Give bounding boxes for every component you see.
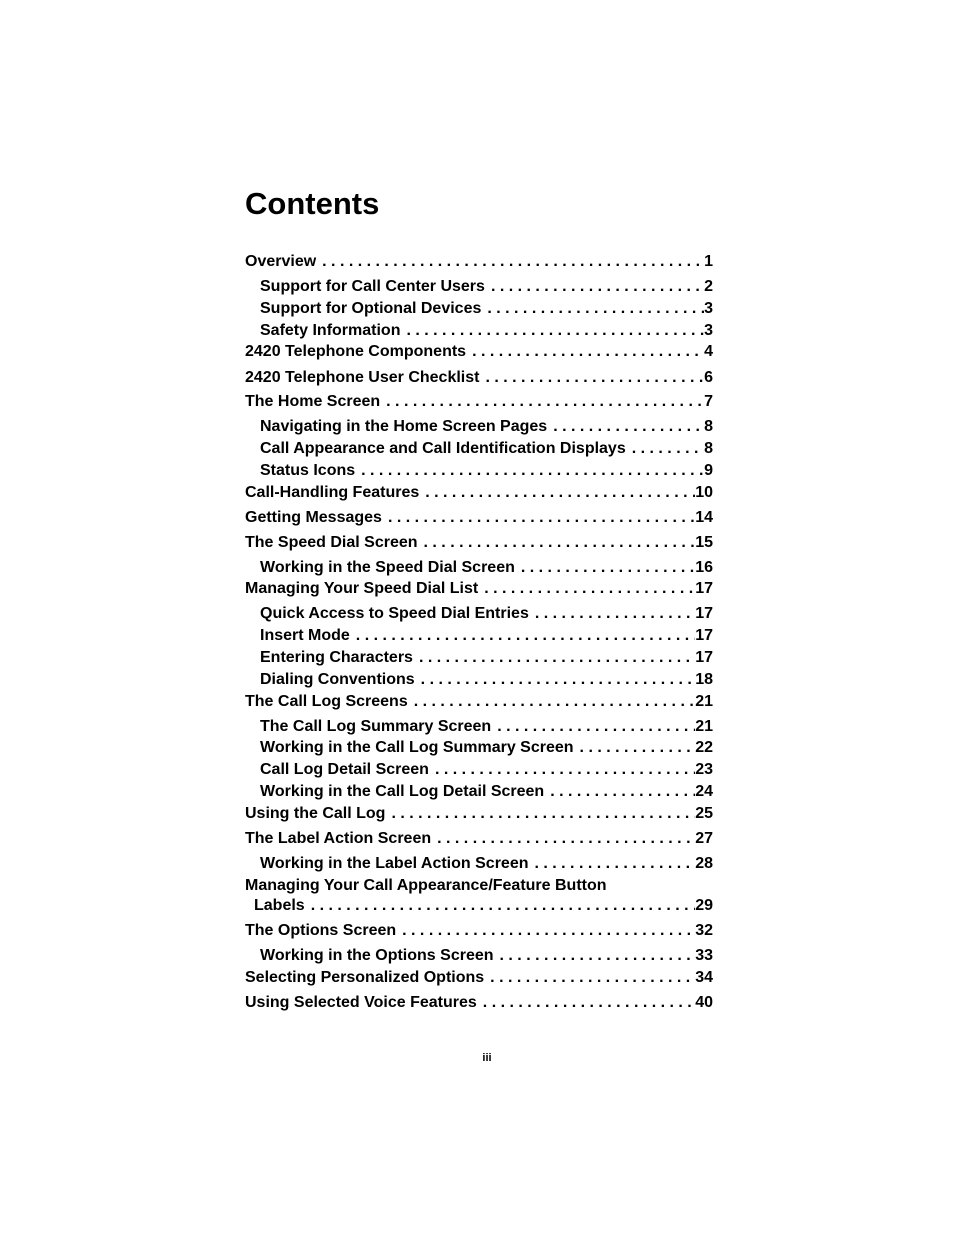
- toc-entry-page: 17: [695, 649, 713, 666]
- toc-entry-page: 14: [695, 509, 713, 526]
- dot-leader: [385, 804, 695, 824]
- dot-leader: [478, 579, 695, 599]
- dot-leader: [466, 342, 704, 362]
- toc-entry-title: Call Log Detail Screen: [260, 761, 429, 778]
- dot-leader: [626, 439, 704, 459]
- dot-leader: [484, 968, 695, 988]
- toc-entry[interactable]: [245, 760, 713, 780]
- dot-leader: [413, 648, 695, 668]
- toc-entry-title: Dialing Conventions: [260, 671, 415, 688]
- toc-entry-title: The Label Action Screen: [245, 830, 432, 847]
- dot-leader: [574, 738, 696, 758]
- toc-entry-page: 17: [695, 605, 713, 622]
- toc-entry[interactable]: [245, 252, 713, 272]
- dot-leader: [316, 252, 704, 272]
- toc-entry-title: Call Appearance and Call Identification Displays: [260, 440, 626, 457]
- toc-entry-title-line2: Labels: [254, 897, 305, 914]
- toc-entry-title: Working in the Label Action Screen: [260, 855, 529, 872]
- toc-entry[interactable]: [245, 461, 713, 481]
- toc-entry-page: 8: [704, 440, 713, 457]
- toc-entry-page: 32: [695, 922, 713, 939]
- dot-leader: [431, 829, 695, 849]
- toc-entry-title: Managing Your Speed Dial List: [245, 580, 479, 597]
- toc-entry-title: The Speed Dial Screen: [245, 534, 418, 551]
- dot-leader: [382, 508, 695, 528]
- toc-entry[interactable]: [245, 604, 713, 624]
- toc-entry[interactable]: [245, 508, 713, 528]
- toc-entry[interactable]: [245, 921, 713, 941]
- toc-entry[interactable]: [245, 670, 713, 690]
- toc-entry[interactable]: [245, 993, 713, 1013]
- toc-entry[interactable]: [245, 946, 713, 966]
- dot-leader: [481, 299, 704, 319]
- toc-entry-page: 2: [704, 278, 713, 295]
- toc-entry-title: Call-Handling Features: [245, 484, 420, 501]
- toc-entry-title: Navigating in the Home Screen Pages: [260, 418, 548, 435]
- toc-entry[interactable]: [245, 277, 713, 297]
- toc-entry-page: 33: [695, 947, 713, 964]
- toc-entry-title: Insert Mode: [260, 627, 350, 644]
- dot-leader: [418, 533, 696, 553]
- toc-entry[interactable]: [245, 558, 713, 578]
- toc-entry-title: Selecting Personalized Options: [245, 969, 485, 986]
- toc-entry-title: Using Selected Voice Features: [245, 994, 477, 1011]
- dot-leader: [396, 921, 695, 941]
- toc-entry-page: 18: [695, 671, 713, 688]
- dot-leader: [350, 626, 695, 646]
- toc-entry[interactable]: [245, 717, 713, 737]
- toc-entry-page: 9: [704, 462, 713, 479]
- toc-entry-page: 3: [704, 300, 713, 317]
- dot-leader: [485, 277, 704, 297]
- toc-entry-title: Using the Call Log: [245, 805, 386, 822]
- toc-entry[interactable]: [245, 692, 713, 712]
- toc-entry-title: Entering Characters: [260, 649, 413, 666]
- toc-entry[interactable]: [245, 321, 713, 341]
- toc-entry-page: 40: [695, 994, 713, 1011]
- toc-entry[interactable]: [245, 829, 713, 849]
- toc-entry-page: 34: [695, 969, 713, 986]
- dot-leader: [479, 368, 704, 388]
- toc-entry-title: Working in the Speed Dial Screen: [260, 559, 515, 576]
- toc-entry[interactable]: [245, 804, 713, 824]
- toc-entry-page: 1: [704, 253, 713, 270]
- toc-entry[interactable]: [245, 439, 713, 459]
- toc-entry-page: 25: [695, 805, 713, 822]
- toc-entry[interactable]: [245, 392, 713, 412]
- toc-entry-page: 7: [704, 393, 713, 410]
- dot-leader: [529, 604, 695, 624]
- toc-entry[interactable]: [245, 854, 713, 874]
- toc-entry-title: Support for Call Center Users: [260, 278, 485, 295]
- toc-entry-page: 23: [695, 761, 713, 778]
- toc-entry-page: 4: [704, 343, 713, 360]
- toc-entry-title: The Call Log Screens: [245, 693, 408, 710]
- dot-leader: [419, 483, 695, 503]
- toc-entry[interactable]: [245, 896, 713, 916]
- dot-leader: [408, 692, 695, 712]
- toc-entry-title: Working in the Call Log Summary Screen: [260, 739, 574, 756]
- toc-entry-page: 8: [704, 418, 713, 435]
- toc-entry-page: 29: [695, 897, 713, 914]
- toc-entry[interactable]: [245, 342, 713, 362]
- dot-leader: [380, 392, 704, 412]
- dot-leader: [544, 782, 695, 802]
- toc-entry-title: 2420 Telephone User Checklist: [245, 369, 480, 386]
- toc-entry[interactable]: [245, 299, 713, 319]
- toc-entry[interactable]: [245, 782, 713, 802]
- toc-entry-title: The Call Log Summary Screen: [260, 718, 492, 735]
- toc-entry[interactable]: [245, 483, 713, 503]
- toc-entry[interactable]: [245, 738, 713, 758]
- toc-entry-page: 17: [695, 627, 713, 644]
- toc-entry-page: 16: [695, 559, 713, 576]
- dot-leader: [305, 896, 696, 916]
- dot-leader: [415, 670, 696, 690]
- toc-entry-page: 27: [695, 830, 713, 847]
- toc-entry[interactable]: [245, 648, 713, 668]
- dot-leader: [547, 417, 704, 437]
- toc-entry-title: Status Icons: [260, 462, 356, 479]
- toc-entry-title: Support for Optional Devices: [260, 300, 482, 317]
- toc-entry-title: Safety Information: [260, 322, 401, 339]
- dot-leader: [494, 946, 696, 966]
- toc-entry-page: 22: [695, 739, 713, 756]
- dot-leader: [429, 760, 695, 780]
- toc-entry[interactable]: [245, 417, 713, 437]
- dot-leader: [515, 558, 695, 578]
- toc-entry-page: 24: [695, 783, 713, 800]
- toc-entry-title: Quick Access to Speed Dial Entries: [260, 605, 529, 622]
- toc-entry-page: 21: [695, 693, 713, 710]
- toc-entry[interactable]: [245, 968, 713, 988]
- dot-leader: [355, 461, 704, 481]
- toc-entry[interactable]: [245, 368, 713, 388]
- toc-entry-title: Getting Messages: [245, 509, 382, 526]
- page-number-footer: iii: [482, 1052, 492, 1064]
- toc-entry-page: 17: [695, 580, 713, 597]
- toc-entry-page: 6: [704, 369, 713, 386]
- toc-entry-page: 10: [695, 484, 713, 501]
- toc-entry-title: The Home Screen: [245, 393, 381, 410]
- toc-entry-title-line1[interactable]: Managing Your Call Appearance/Feature Button: [245, 877, 607, 894]
- dot-leader: [491, 717, 695, 737]
- toc-entry-title: Working in the Call Log Detail Screen: [260, 783, 545, 800]
- toc-entry-page: 15: [695, 534, 713, 551]
- page-title: Contents: [245, 186, 380, 221]
- toc-entry[interactable]: [245, 579, 713, 599]
- toc-entry-page: 3: [704, 322, 713, 339]
- toc-entry-title: The Options Screen: [245, 922, 397, 939]
- toc-entry[interactable]: [245, 533, 713, 553]
- dot-leader: [477, 993, 695, 1013]
- toc-entry[interactable]: [245, 626, 713, 646]
- dot-leader: [528, 854, 695, 874]
- toc-entry-page: 21: [695, 718, 713, 735]
- toc-entry-page: 28: [695, 855, 713, 872]
- toc-entry-title: Overview: [245, 253, 317, 270]
- toc-entry-title: Working in the Options Screen: [260, 947, 494, 964]
- toc-entry-title: 2420 Telephone Components: [245, 343, 467, 360]
- dot-leader: [400, 321, 704, 341]
